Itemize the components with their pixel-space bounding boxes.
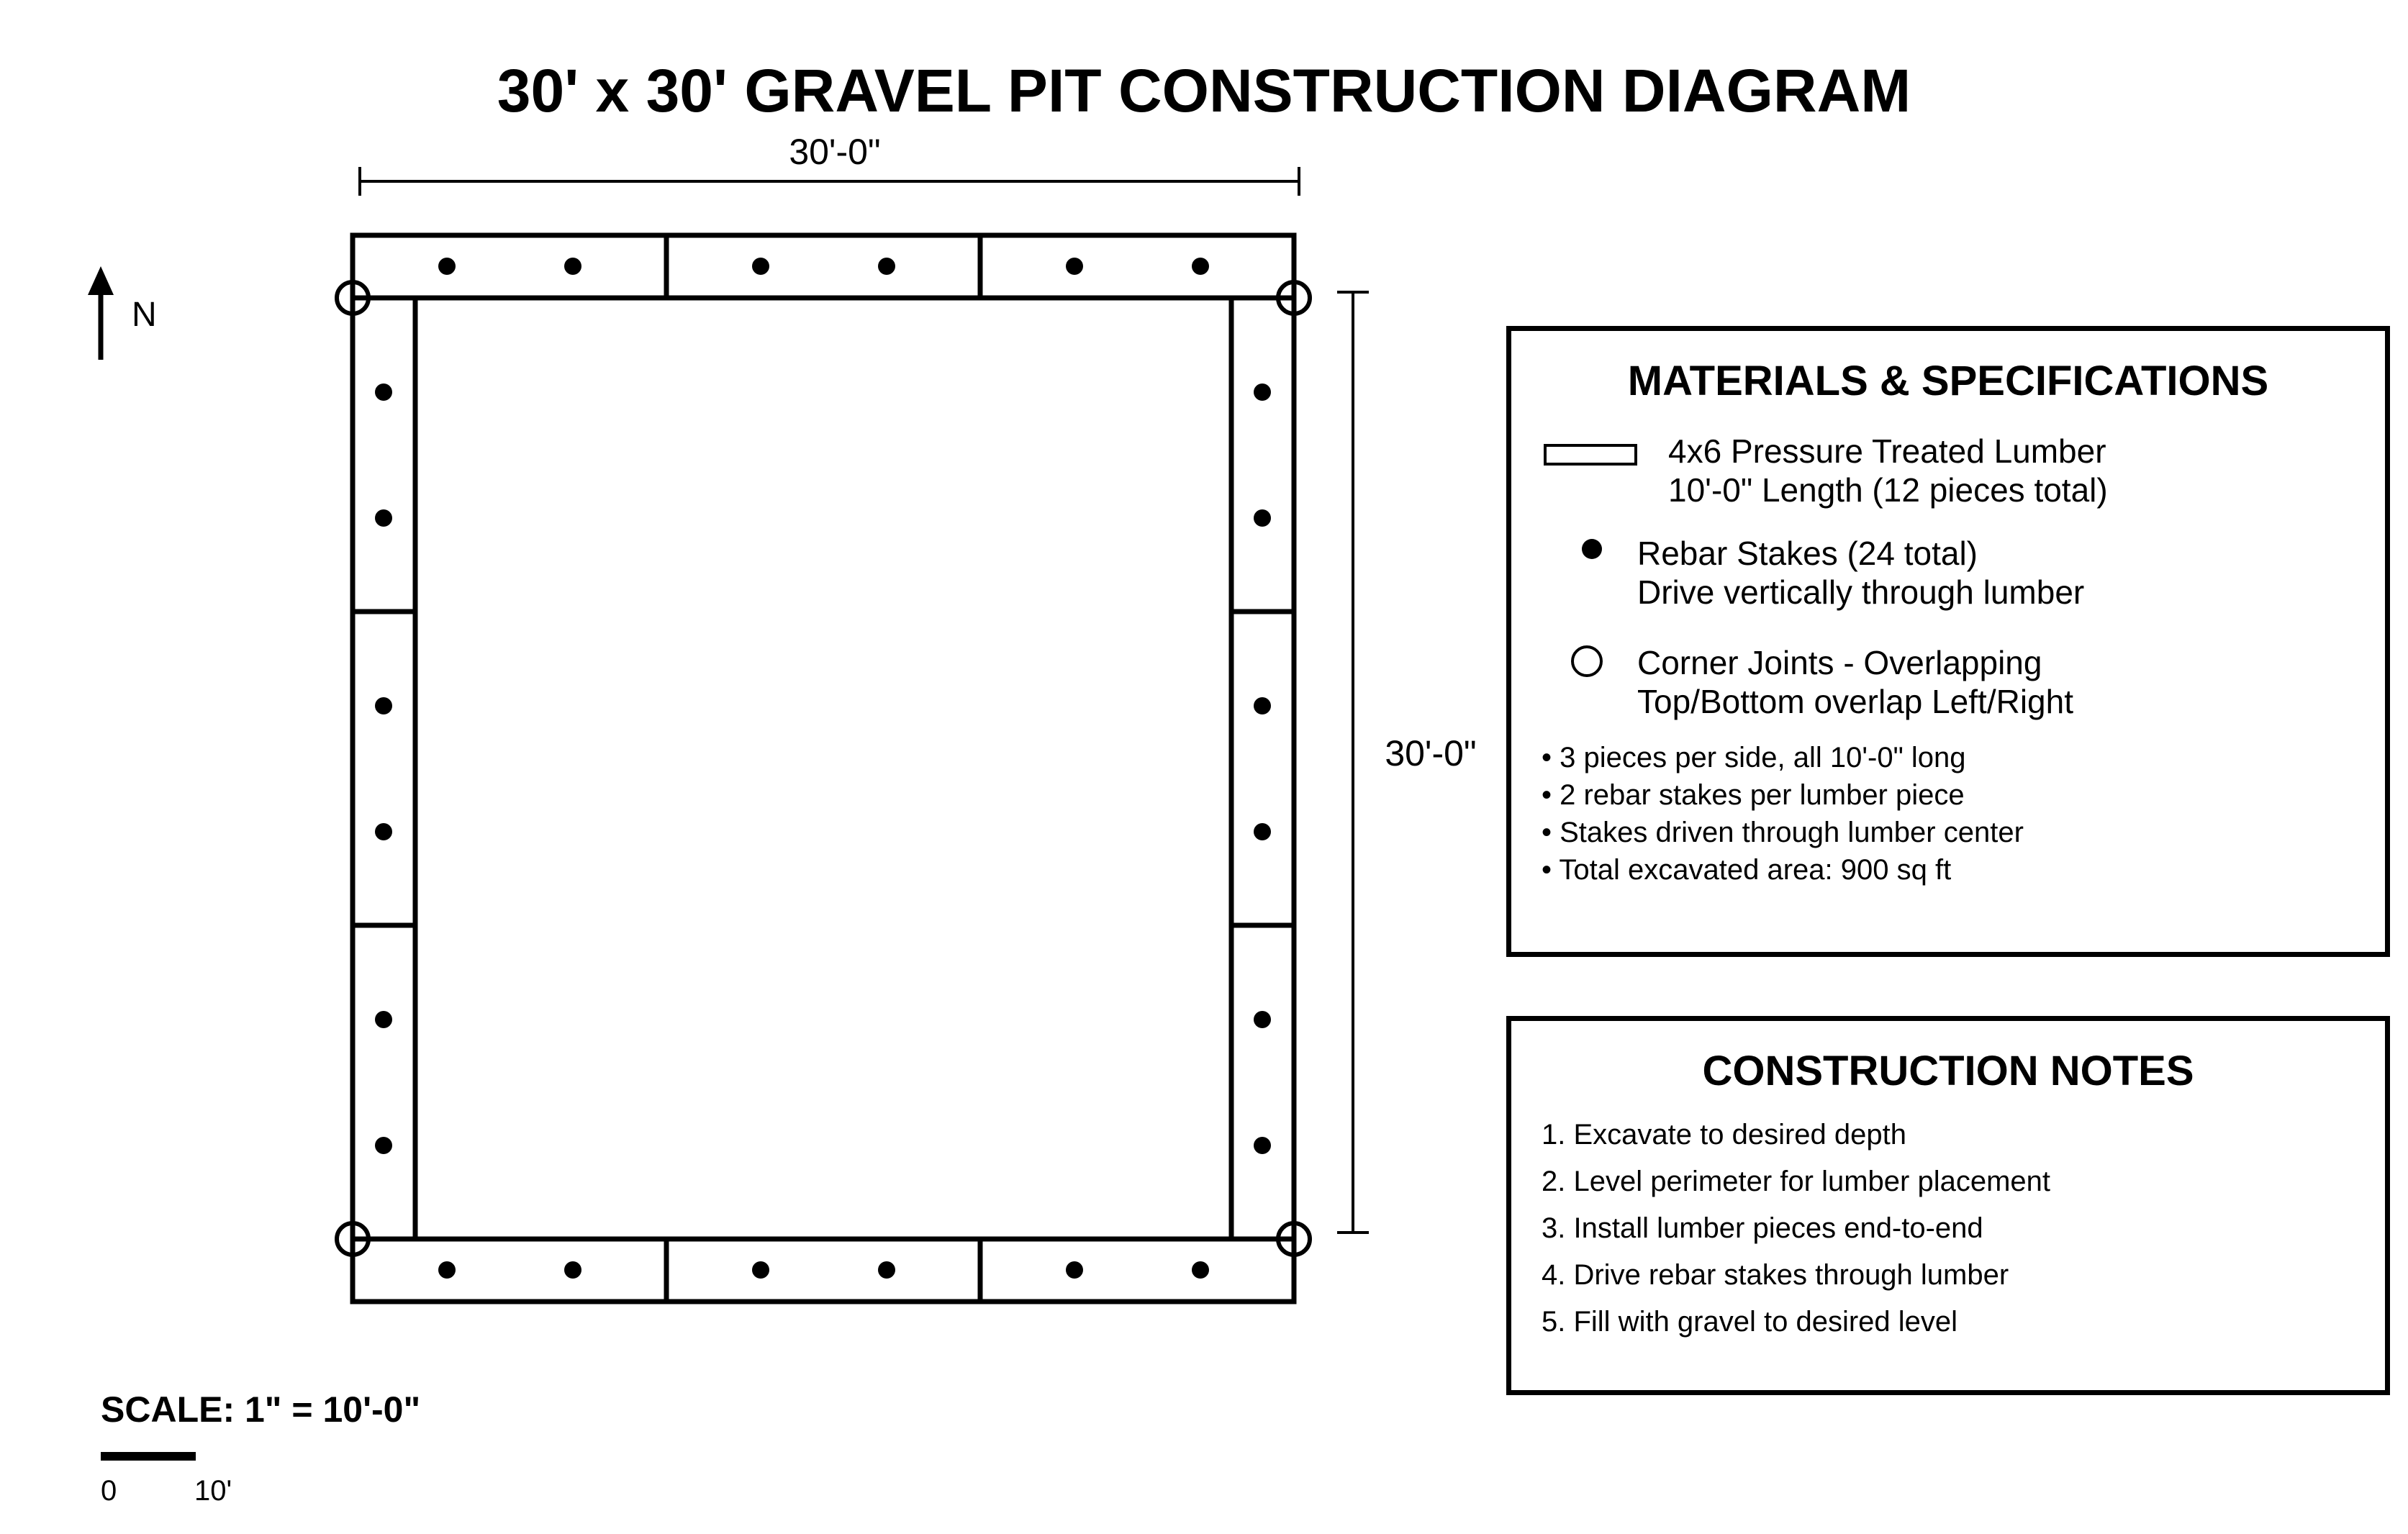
lumber-left-1 bbox=[353, 298, 415, 612]
corner-joints bbox=[337, 282, 1310, 1255]
lumber-frame bbox=[353, 235, 1294, 1302]
note-item: 3. Install lumber pieces end-to-end bbox=[1542, 1212, 1983, 1244]
spec-bullet: • Stakes driven through lumber center bbox=[1542, 817, 2024, 848]
rebar-stakes bbox=[375, 258, 1271, 1279]
materials-panel bbox=[1506, 326, 2390, 957]
diagram-title: 30' x 30' GRAVEL PIT CONSTRUCTION DIAGRAM bbox=[497, 57, 1911, 124]
rebar-stake bbox=[878, 258, 895, 275]
construction-notes-panel bbox=[1506, 1016, 2390, 1395]
rebar-stake bbox=[1192, 1261, 1209, 1279]
lumber-legend-icon bbox=[1544, 444, 1637, 466]
rebar-stake bbox=[1254, 384, 1271, 401]
corner-joint-legend-icon bbox=[1571, 645, 1603, 677]
corner-legend-line2: Top/Bottom overlap Left/Right bbox=[1637, 683, 2073, 720]
notes-list bbox=[1542, 1112, 2050, 1345]
rebar-stake bbox=[1254, 823, 1271, 840]
lumber-right-1 bbox=[1231, 298, 1294, 612]
note-item: 1. Excavate to desired depth bbox=[1542, 1119, 1906, 1150]
rebar-stake bbox=[375, 509, 392, 527]
scale-title: SCALE: 1" = 10'-0" bbox=[101, 1389, 421, 1430]
lumber-top-3 bbox=[980, 235, 1294, 298]
spec-bullet: • 3 pieces per side, all 10'-0" long bbox=[1542, 742, 1966, 773]
spec-bullet: • 2 rebar stakes per lumber piece bbox=[1542, 779, 1965, 811]
north-arrow-icon bbox=[88, 266, 114, 360]
lumber-legend-line1: 4x6 Pressure Treated Lumber bbox=[1668, 432, 2106, 470]
rebar-stake bbox=[752, 258, 769, 275]
rebar-stake bbox=[1254, 697, 1271, 714]
rebar-stake bbox=[438, 258, 456, 275]
rebar-stake bbox=[375, 1137, 392, 1154]
rebar-legend-line2: Drive vertically through lumber bbox=[1637, 573, 2085, 611]
lumber-right-3 bbox=[1231, 925, 1294, 1239]
rebar-stake bbox=[878, 1261, 895, 1279]
rebar-legend bbox=[1637, 534, 2084, 612]
rebar-stake bbox=[1254, 1137, 1271, 1154]
rebar-stake bbox=[375, 1011, 392, 1028]
rebar-stake bbox=[564, 258, 581, 275]
spec-bullet: • Total excavated area: 900 sq ft bbox=[1542, 854, 1952, 886]
rebar-stake bbox=[564, 1261, 581, 1279]
lumber-right-2 bbox=[1231, 612, 1294, 925]
north-label: N bbox=[132, 296, 157, 334]
rebar-legend-icon bbox=[1582, 539, 1602, 559]
lumber-left-2 bbox=[353, 612, 415, 925]
notes-title: CONSTRUCTION NOTES bbox=[1702, 1048, 2194, 1094]
note-item: 2. Level perimeter for lumber placement bbox=[1542, 1166, 2050, 1197]
rebar-stake bbox=[375, 384, 392, 401]
lumber-bottom-2 bbox=[666, 1239, 980, 1302]
rebar-stake bbox=[438, 1261, 456, 1279]
scale-ten-label: 10' bbox=[194, 1475, 232, 1507]
spec-bullets bbox=[1542, 739, 2024, 889]
rebar-stake bbox=[375, 823, 392, 840]
note-item: 4. Drive rebar stakes through lumber bbox=[1542, 1259, 2009, 1291]
rebar-stake bbox=[752, 1261, 769, 1279]
lumber-bottom-1 bbox=[353, 1239, 666, 1302]
rebar-stake bbox=[1254, 509, 1271, 527]
lumber-top-2 bbox=[666, 235, 980, 298]
rebar-stake bbox=[1066, 1261, 1083, 1279]
width-dimension-label: 30'-0" bbox=[789, 132, 881, 172]
note-item: 5. Fill with gravel to desired level bbox=[1542, 1306, 1958, 1338]
rebar-stake bbox=[375, 697, 392, 714]
dimension-line-right bbox=[1337, 292, 1369, 1233]
scale-bar bbox=[101, 1452, 196, 1461]
lumber-top-1 bbox=[353, 235, 666, 298]
height-dimension-label: 30'-0" bbox=[1385, 733, 1477, 773]
corner-legend bbox=[1637, 643, 2073, 721]
scale-zero-label: 0 bbox=[101, 1475, 117, 1507]
lumber-legend bbox=[1668, 432, 2108, 509]
rebar-legend-line1: Rebar Stakes (24 total) bbox=[1637, 535, 1978, 572]
lumber-legend-line2: 10'-0" Length (12 pieces total) bbox=[1668, 471, 2108, 509]
lumber-left-3 bbox=[353, 925, 415, 1239]
rebar-stake bbox=[1066, 258, 1083, 275]
corner-legend-line1: Corner Joints - Overlapping bbox=[1637, 644, 2042, 681]
lumber-bottom-3 bbox=[980, 1239, 1294, 1302]
rebar-stake bbox=[1192, 258, 1209, 275]
rebar-stake bbox=[1254, 1011, 1271, 1028]
materials-title: MATERIALS & SPECIFICATIONS bbox=[1627, 358, 2269, 404]
